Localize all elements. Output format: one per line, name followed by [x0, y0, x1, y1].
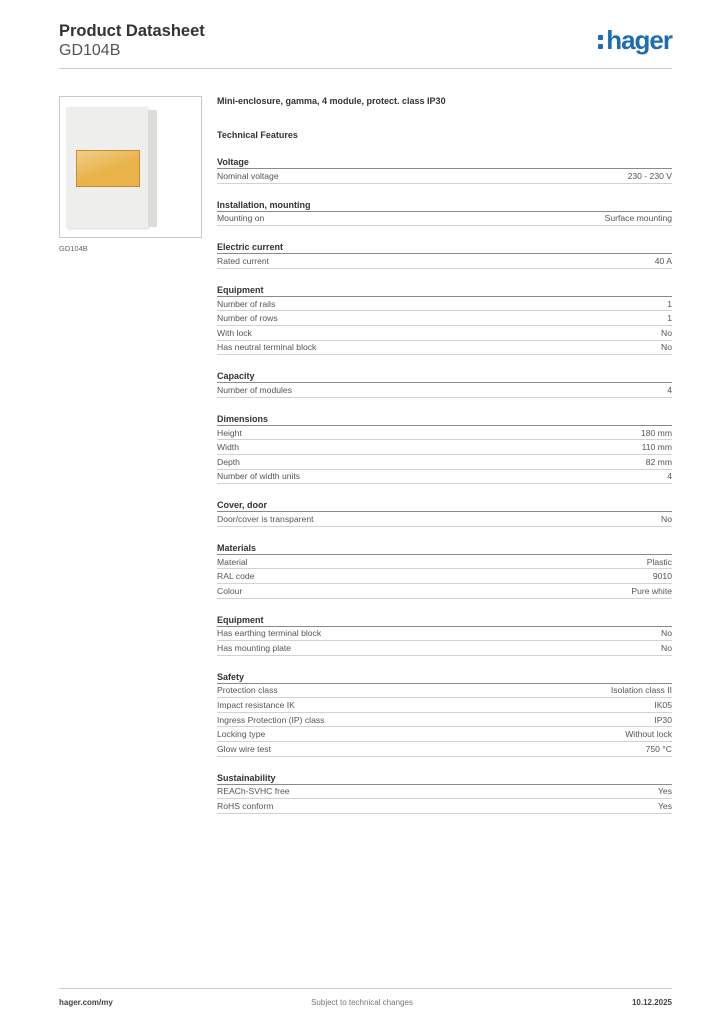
feature-value: 4	[667, 471, 672, 482]
header-divider	[59, 68, 672, 69]
feature-section	[217, 242, 672, 269]
feature-section	[217, 371, 672, 398]
enclosure-illustration	[66, 107, 148, 228]
section-title: Installation, mounting	[217, 200, 672, 212]
feature-row	[217, 684, 672, 699]
feature-label: Has mounting plate	[217, 642, 292, 653]
section-title: Equipment	[217, 615, 672, 627]
feature-value: Yes	[657, 786, 672, 797]
feature-value: 1	[667, 298, 672, 309]
feature-label: Number of modules	[217, 384, 292, 395]
feature-row	[217, 297, 672, 312]
feature-value: 4	[667, 384, 672, 395]
feature-value: No	[661, 642, 672, 653]
footer-divider	[59, 988, 672, 989]
feature-row	[217, 555, 672, 570]
feature-row	[217, 641, 672, 656]
feature-section	[217, 200, 672, 227]
hager-logo	[598, 25, 672, 55]
feature-label: Number of width units	[217, 471, 301, 482]
feature-row	[217, 785, 672, 800]
feature-section	[217, 285, 672, 355]
feature-label: Depth	[217, 456, 240, 467]
feature-label: Number of rows	[217, 313, 278, 324]
section-title: Safety	[217, 672, 672, 684]
feature-label: Ingress Protection (IP) class	[217, 714, 325, 725]
footer-website: hager.com/my	[59, 998, 113, 1007]
enclosure-side	[148, 110, 157, 227]
feature-row	[217, 727, 672, 742]
feature-label: RAL code	[217, 571, 255, 582]
feature-row	[217, 311, 672, 326]
feature-label: With lock	[217, 327, 252, 338]
image-caption: GD104B	[59, 244, 88, 253]
feature-row	[217, 470, 672, 485]
enclosure-window	[76, 150, 140, 187]
feature-label: Locking type	[217, 729, 266, 740]
feature-value: Without lock	[625, 729, 672, 740]
feature-value: Isolation class II	[610, 685, 672, 696]
feature-label: Number of rails	[217, 298, 276, 309]
features-heading: Technical Features	[217, 130, 298, 140]
feature-row	[217, 512, 672, 527]
feature-label: Nominal voltage	[217, 170, 279, 181]
footer-notice: Subject to technical changes	[311, 998, 413, 1007]
section-title: Electric current	[217, 242, 672, 254]
feature-section	[217, 672, 672, 757]
feature-section	[217, 615, 672, 656]
feature-row	[217, 799, 672, 814]
product-reference: GD104B	[59, 42, 121, 59]
section-title: Capacity	[217, 371, 672, 383]
feature-label: Has neutral terminal block	[217, 342, 317, 353]
feature-row	[217, 383, 672, 398]
feature-row	[217, 326, 672, 341]
section-title: Materials	[217, 543, 672, 555]
feature-label: REACh-SVHC free	[217, 786, 290, 797]
feature-value: 82 mm	[645, 456, 672, 467]
feature-label: RoHS conform	[217, 801, 274, 812]
feature-value: IP30	[654, 714, 672, 725]
product-description: Mini-enclosure, gamma, 4 module, protect. class IP30	[217, 96, 446, 106]
feature-label: Impact resistance IK	[217, 700, 295, 711]
feature-label: Protection class	[217, 685, 278, 696]
product-image	[59, 96, 202, 238]
feature-value: Plastic	[646, 556, 672, 567]
feature-row	[217, 440, 672, 455]
feature-value: 180 mm	[640, 427, 672, 438]
feature-value: Surface mounting	[604, 213, 672, 224]
feature-row	[217, 569, 672, 584]
feature-row	[217, 341, 672, 356]
feature-row	[217, 426, 672, 441]
feature-section	[217, 414, 672, 484]
feature-value: No	[661, 327, 672, 338]
feature-value: 110 mm	[641, 442, 672, 453]
feature-row	[217, 254, 672, 269]
page-title: Product Datasheet	[59, 22, 205, 40]
feature-label: Has earthing terminal block	[217, 628, 322, 639]
feature-sections	[217, 157, 672, 814]
feature-value: Pure white	[631, 585, 672, 596]
feature-row	[217, 627, 672, 642]
feature-label: Rated current	[217, 255, 270, 266]
feature-value: 750 °C	[645, 743, 672, 754]
section-title: Cover, door	[217, 500, 672, 512]
section-title: Dimensions	[217, 414, 672, 426]
page-header	[59, 21, 672, 69]
feature-value: 1	[667, 313, 672, 324]
feature-label: Height	[217, 427, 242, 438]
section-title: Voltage	[217, 157, 672, 169]
logo-text: hager	[606, 24, 672, 55]
feature-value: 40 A	[654, 255, 672, 266]
feature-row	[217, 584, 672, 599]
feature-row	[217, 212, 672, 227]
feature-value: IK05	[654, 700, 672, 711]
logo-dots-icon	[598, 35, 603, 49]
section-title: Equipment	[217, 285, 672, 297]
feature-section	[217, 543, 672, 599]
feature-value: Yes	[657, 801, 672, 812]
feature-section	[217, 157, 672, 184]
feature-label: Door/cover is transparent	[217, 513, 314, 524]
feature-value: No	[661, 513, 672, 524]
feature-label: Material	[217, 556, 248, 567]
feature-label: Colour	[217, 585, 243, 596]
feature-row	[217, 169, 672, 184]
feature-value: No	[661, 628, 672, 639]
feature-value: No	[661, 342, 672, 353]
feature-row	[217, 713, 672, 728]
feature-value: 230 - 230 V	[627, 170, 672, 181]
section-title: Sustainability	[217, 773, 672, 785]
feature-row	[217, 698, 672, 713]
feature-row	[217, 455, 672, 470]
feature-label: Width	[217, 442, 239, 453]
feature-label: Glow wire test	[217, 743, 271, 754]
feature-label: Mounting on	[217, 213, 265, 224]
feature-section	[217, 773, 672, 814]
footer-date: 10.12.2025	[631, 998, 672, 1007]
feature-section	[217, 500, 672, 527]
feature-value: 9010	[652, 571, 672, 582]
feature-row	[217, 742, 672, 757]
technical-features	[217, 96, 672, 814]
